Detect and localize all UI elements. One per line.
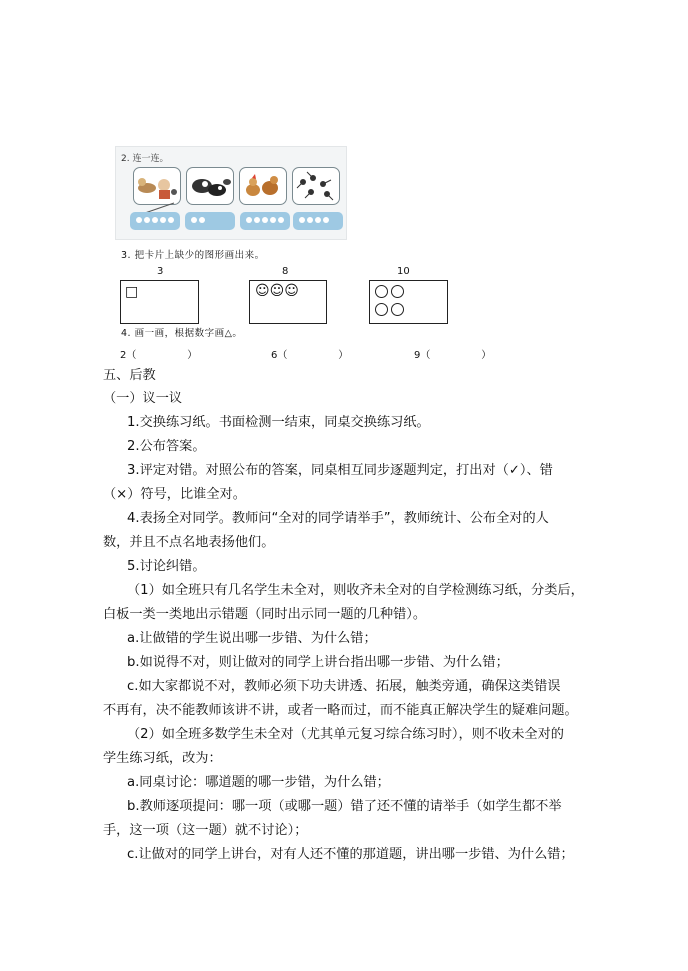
dot-bar-2[interactable] [185,212,235,230]
q4-item-6[interactable]: 6（ ） [271,350,349,361]
picture-box-3[interactable] [239,167,287,205]
card-number-1: 3 [157,266,164,277]
paragraph-line: 手，这一项（这一题）就不讨论）； [103,823,308,838]
circle-shape [391,303,404,316]
card-8[interactable] [249,280,327,324]
card-10[interactable] [369,280,448,324]
circle-shape [375,285,388,298]
cows-illustration-icon [187,168,233,204]
tadpoles-illustration-icon [293,168,339,204]
dots [299,217,329,225]
paragraph-line: 5.讨论纠错。 [127,559,206,574]
paragraph-line: c.让做对的同学上讲台，对有人还不懂的那道题，讲出哪一步错、为什么错； [127,847,574,862]
picture-box-2[interactable] [186,167,234,205]
paragraph-line: 2.公布答案。 [127,439,206,454]
paragraph-line: a.同桌讨论：哪道题的哪一步错，为什么错； [127,775,390,790]
paragraph-line: 3.评定对错。对照公布的答案，同桌相互同步逐题判定，打出对（✓）、错 [127,463,553,478]
q4-item-9[interactable]: 9（ ） [414,350,492,361]
paragraph-line: 4.表扬全对同学。教师问“全对的同学请举手”，教师统计、公布全对的人 [127,511,549,526]
dots [136,217,174,225]
paragraph-line: 数，并且不点名地表扬他们。 [103,535,275,550]
paragraph-line: 1.交换练习纸。书面检测一结束，同桌交换练习纸。 [127,415,430,430]
circle-shape [375,303,388,316]
dots [191,217,205,225]
paragraph-line: （1）如全班只有几名学生未全对，则收齐未全对的自学检测练习纸，分类后， [127,583,584,598]
square-shape: □ [125,284,139,300]
circle-shape [391,285,404,298]
paragraph-line: c.如大家都说不对，教师必须下功夫讲透、拓展，触类旁通，确保这类错误 [127,679,561,694]
dot-bar-1[interactable] [130,212,180,230]
card-3[interactable] [120,280,199,324]
paragraph-line: 学生练习纸，改为： [103,751,222,766]
sub-heading: （一）议一议 [103,391,183,406]
dot-bar-4[interactable] [293,212,343,230]
picture-box-4[interactable] [292,167,340,205]
q2-title: 2. 连一连。 [121,154,169,164]
dot-bar-3[interactable] [240,212,290,230]
q4-title: 4. 画一画，根据数字画△。 [121,328,243,339]
paragraph-line: b.教师逐项提问：哪一项（或哪一题）错了还不懂的请举手（如学生都不举 [127,799,562,814]
card-number-3: 10 [397,266,410,277]
paragraph-line: 白板一类一类地出示错题（同时出示同一题的几种错）。 [103,607,427,622]
card-number-2: 8 [282,266,289,277]
q3-title: 3. 把卡片上缺少的图形画出来。 [121,250,265,261]
section-heading: 五、后教 [103,368,156,383]
paragraph-line: 不再有，决不能教师该讲不讲，或者一略而过，而不能真正解决学生的疑难问题。 [103,703,578,718]
paragraph-line: （2）如全班多数学生未全对（尤其单元复习综合练习时），则不收未全对的 [127,727,564,742]
paragraph-line: b.如说得不对，则让做对的同学上讲台指出哪一步错、为什么错； [127,655,509,670]
matching-picture [115,146,347,240]
chickens-illustration-icon [240,168,286,204]
animals-illustration-icon [134,168,180,204]
picture-box-1[interactable] [133,167,181,205]
paragraph-line: a.让做错的学生说出哪一步错、为什么错； [127,631,377,646]
q4-item-2[interactable]: 2（ ） [120,350,198,361]
dots [246,217,284,225]
smiley-faces: ☺☺☺ [255,283,299,299]
paragraph-line: （×）符号，比谁全对。 [103,487,246,502]
